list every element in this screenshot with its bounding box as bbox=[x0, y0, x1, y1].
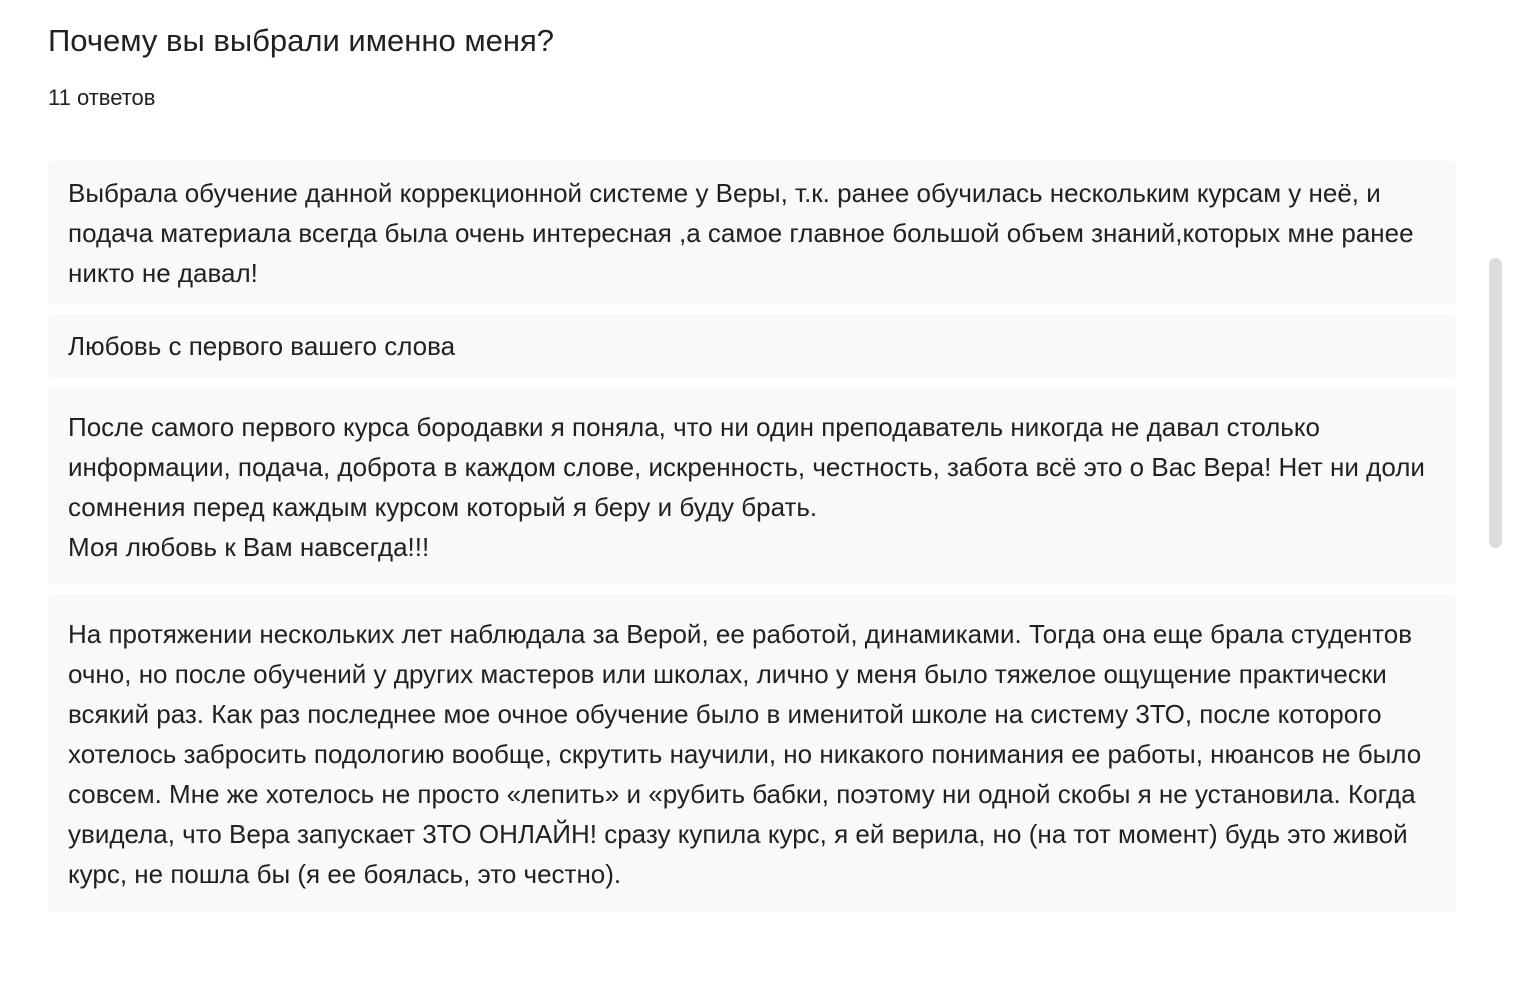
response-item: После самого первого курса бородавки я поняла, что ни один преподаватель никогда не давал столько информации, подача, доброта в каждом слове, искренность, честность, забота всё это о Вас Вера! Нет ни доли сомнения перед каждым курсом который я беру и буду брать. Моя любовь к Вам навсегда!!! bbox=[48, 387, 1456, 585]
responses-scroll-area[interactable] bbox=[48, 161, 1456, 961]
response-count: 11 ответов bbox=[48, 85, 156, 110]
response-item: На протяжении нескольких лет наблюдала за Верой, ее работой, динамиками. Тогда она еще брала студентов очно, но после обучений у других мастеров или школах, лично у меня было тяжелое ощущение практически всякий раз. Как раз последнее мое очное обучение было в именитой школе на систему 3ТО, после которого хотелось забросить подологию вообще, скрутить научили, но никакого понимания ее работы, нюансов не было совсем. Мне же хотелось не просто «лепить» и «рубить бабки, поэтому ни одной скобы я не установила. Когда увидела, что Вера запускает 3ТО ОНЛАЙН! сразу купила курс, я ей верила, но (на тот момент) будь это живой курс, не пошла бы (я ее боялась, это честно). bbox=[48, 594, 1456, 912]
scrollbar[interactable] bbox=[1486, 258, 1504, 550]
scrollbar-thumb[interactable] bbox=[1489, 258, 1502, 548]
question-title: Почему вы выбрали именно меня? bbox=[48, 23, 555, 58]
response-list bbox=[48, 161, 1456, 912]
response-item: Любовь с первого вашего слова bbox=[48, 314, 1456, 378]
response-item: Выбрала обучение данной коррекционной системе у Веры, т.к. ранее обучилась нескольким курсам у неё, и подача материала всегда была очень интересная ,а самое главное большой объем знаний,которых мне ранее никто не давал! bbox=[48, 161, 1456, 305]
